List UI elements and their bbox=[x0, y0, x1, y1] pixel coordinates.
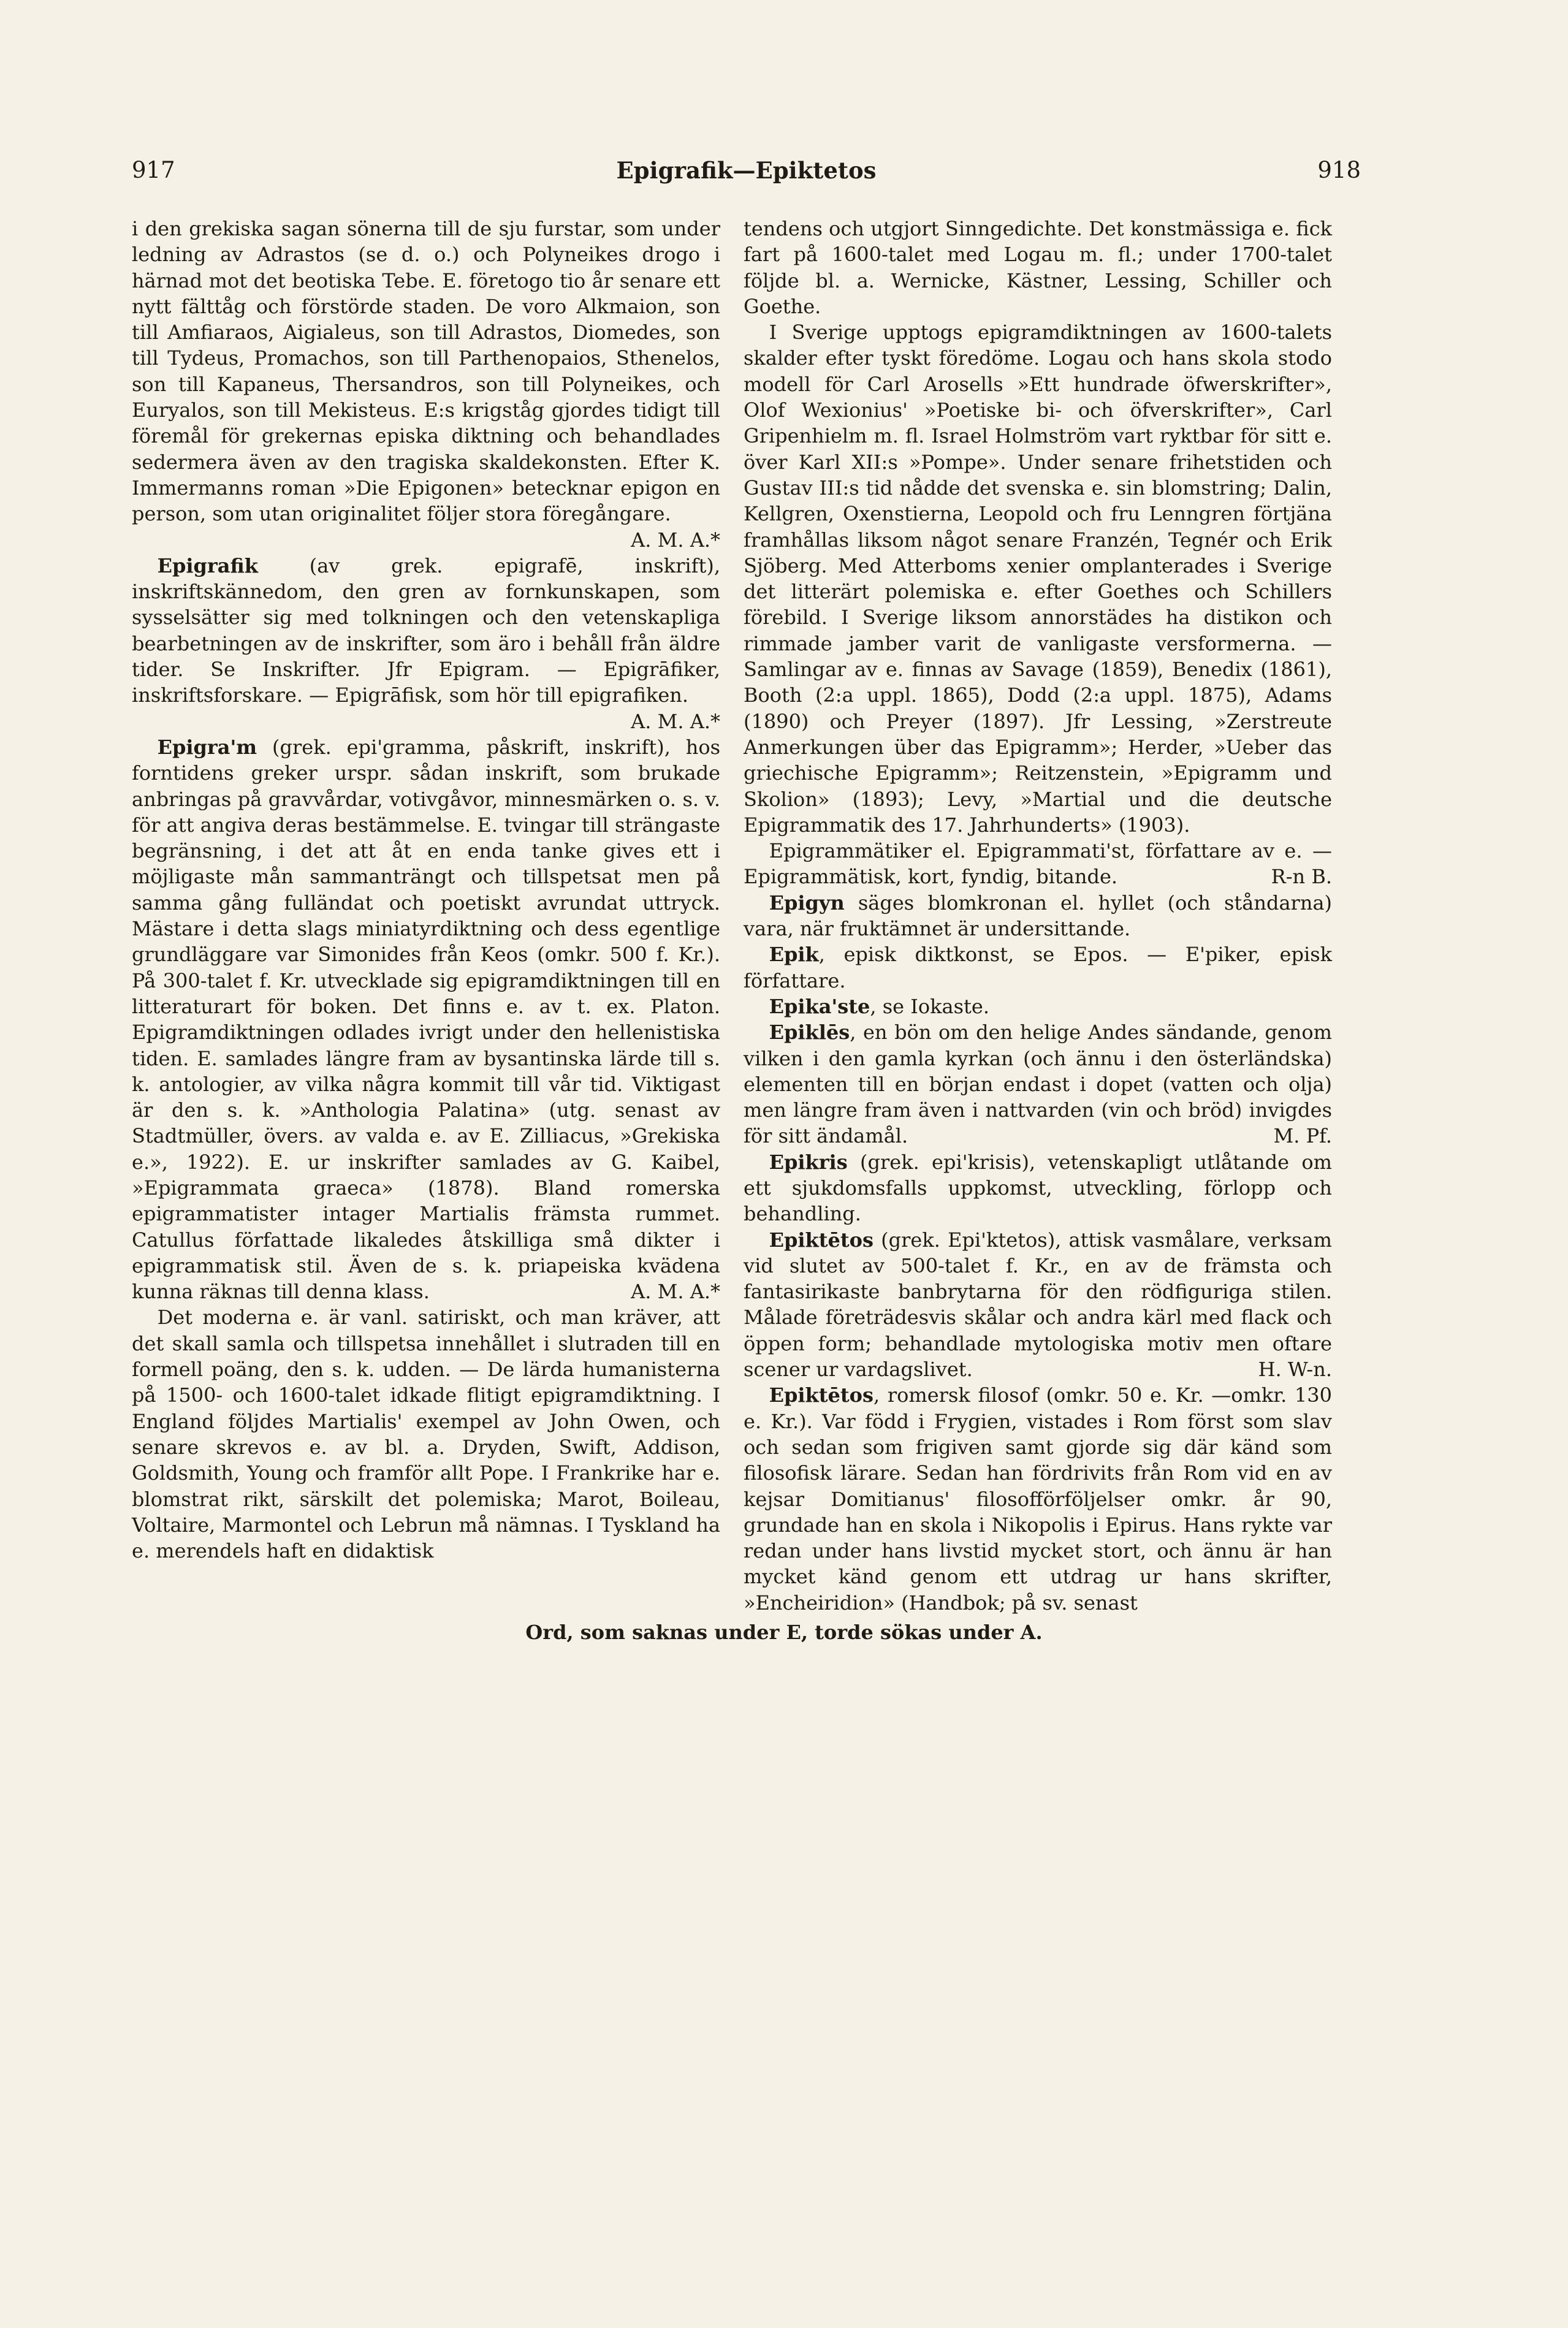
entry-paragraph bbox=[132, 216, 720, 552]
page-header bbox=[132, 157, 1361, 194]
entry-headword: Epiktētos bbox=[769, 1228, 873, 1252]
entry-headword: Epiklēs bbox=[769, 1021, 850, 1044]
entry-paragraph bbox=[744, 319, 1332, 838]
entry-text: , en bön om den helige Andes sändande, genom vilken i den gamla kyrkan (och ännu i den österländska) elementen till en början endast i dopet (vatten och olja) men längre fram även i nattvarden (vin och bröd) invigdes för sitt ändamål. bbox=[744, 1021, 1332, 1148]
entry-paragraph bbox=[132, 553, 720, 733]
entry-paragraph bbox=[132, 1304, 720, 1564]
entry-paragraph bbox=[744, 1149, 1332, 1227]
page-footer-note: Ord, som saknas under E, torde sökas under A. bbox=[525, 1621, 1043, 1644]
page-number-left: 917 bbox=[132, 157, 175, 183]
entry-text: (grek. epi'krisis), vetenskapligt utlåtande om ett sjukdomsfalls uppkomst, utveckling, förlopp och behandling. bbox=[744, 1150, 1332, 1226]
left-column bbox=[132, 216, 720, 1564]
page-number-right: 918 bbox=[1317, 157, 1361, 183]
author-signature: M. Pf. bbox=[1273, 1124, 1332, 1148]
author-signature: A. M. A.* bbox=[631, 1280, 720, 1304]
entry-text: Epigrammätiker el. Epigrammati'st, författare av e. — Epigrammätisk, kort, fyndig, bitande. bbox=[744, 839, 1332, 889]
author-signature: A. M. A.* bbox=[631, 709, 720, 733]
entry-text: , episk diktkonst, se Epos. — E'piker, episk författare. bbox=[744, 943, 1332, 992]
entry-headword: Epika'ste bbox=[769, 994, 870, 1018]
entry-text: I Sverige upptogs epigramdiktningen av 1600-talets skalder efter tyskt föredöme. Logau och hans skola stodo modell för Carl Arosells »Ett hundrade öfwerskrifter», Olof Wexionius' »Poetiske bi- och öfverskrifter», Carl Gripenhielm m. fl. Israel Holmström vart ryktbar för sitt e. över Karl XII:s »Pompe». Under senare frihetstiden och Gustav III:s tid nådde det svenska e. sin blomstring; Dalin, Kellgren, Oxenstierna, Leopold och fru Lenngren förtjäna framhållas liksom något senare Franzén, Tegnér och Erik Sjöberg. Med Atterboms xenier omplanterades i Sverige det litterärt polemiska e. efter Goethes och Schillers förebild. I Sverige liksom annorstädes ha distikon och rimmade jamber varit de vanligaste versformerna. — Samlingar av e. finnas av Savage (1859), Benedix (1861), Booth (2:a uppl. 1865), Dodd (2:a uppl. 1875), Adams (1890) och Preyer (1897). Jfr Lessing, »Zerstreute Anmerkungen über das Epigramm»; Herder, »Ueber das griechische Epigramm»; Reitzenstein, »Epigramm und Skolion» (1893); Levy, »Martial und die deutsche Epigrammatik des 17. Jahrhunderts» (1903). bbox=[744, 321, 1332, 837]
entry-paragraph bbox=[744, 838, 1332, 890]
entry-paragraph bbox=[744, 216, 1332, 319]
entry-paragraph bbox=[744, 890, 1332, 942]
entry-text: Det moderna e. är vanl. satiriskt, och man kräver, att det skall samla och tillspetsa innehållet i slutraden till en formell poäng, den s. k. udden. — De lärda humanisterna på 1500- och 1600-talet idkade flitigt epigramdiktning. I England följdes Martialis' exempel av John Owen, och senare skrevos e. av bl. a. Dryden, Swift, Addison, Goldsmith, Young och framför allt Pope. I Frankrike har e. blomstrat rikt, särskilt det polemiska; Marot, Boileau, Voltaire, Marmontel och Lebrun må nämnas. I Tyskland ha e. merendels haft en didaktisk bbox=[132, 1306, 720, 1563]
entry-paragraph bbox=[132, 734, 720, 1305]
entry-headword: Epiktētos bbox=[769, 1383, 873, 1407]
entry-headword: Epik bbox=[769, 943, 819, 967]
entry-paragraph bbox=[744, 941, 1332, 994]
entry-headword: Epigra'm bbox=[157, 735, 257, 759]
entry-text: (av grek. epigrafē, inskrift), inskriftskännedom, den gren av fornkunskapen, som sysselsätter sig med tolkningen och den vetenskapliga bearbetningen av de inskrifter, som äro i behåll från äldre tider. Se Inskrifter. Jfr Epigram. — Epigrāfiker, inskriftsforskare. — Epigrāfisk, som hör till epigrafiken. bbox=[132, 553, 720, 707]
entry-text: , romersk filosof (omkr. 50 e. Kr. —omkr. 130 e. Kr.). Var född i Frygien, vistades i Rom först som slav och sedan som frigiven samt gjorde sig där känd som filosofisk lärare. Sedan han fördrivits från Rom vid en av kejsar Domitianus' filosofförföljelser omkr. år 90, grundade han en skola i Nikopolis i Epirus. Hans rykte var redan under hans livstid mycket stort, och ännu är han mycket känd genom ett utdrag ur hans skrifter, »Encheiridion» (Handbok; på sv. senast bbox=[744, 1383, 1332, 1615]
entry-paragraph bbox=[744, 1019, 1332, 1149]
entry-headword: Epigyn bbox=[769, 891, 845, 915]
entry-paragraph bbox=[744, 1227, 1332, 1383]
entry-text: (grek. Epi'ktetos), attisk vasmålare, verksam vid slutet av 500-talet f. Kr., en av de främsta och fantasirikaste banbrytarna för den rödfiguriga stilen. Målade företrädesvis skålar och andra kärl med flack och öppen form; behandlade mytologiska motiv men oftare scener ur vardagslivet. bbox=[744, 1228, 1332, 1382]
entry-paragraph bbox=[744, 994, 1332, 1019]
running-title: Epigrafik—Epiktetos bbox=[616, 157, 877, 184]
entry-headword: Epigrafik bbox=[157, 553, 258, 577]
author-signature: H. W-n. bbox=[1258, 1358, 1332, 1382]
author-signature: A. M. A.* bbox=[631, 528, 720, 552]
right-column bbox=[744, 216, 1332, 1616]
entry-paragraph bbox=[744, 1382, 1332, 1616]
entry-text: (grek. epi'gramma, påskrift, inskrift), hos forntidens greker urspr. sådan inskrift, som brukade anbringas på gravvårdar, votivgåvor, minnesmärken o. s. v. för att angiva deras bestämmelse. E. tvingar till strängaste begränsning, i det att åt en enda tanke gives ett i möjligaste mån sammanträngt och tillspetsat men på samma gång fulländat och poetiskt avrundat uttryck. Mästare i detta slags miniatyrdiktning och dess egentlige grundläggare var Simonides från Keos (omkr. 500 f. Kr.). På 300-talet f. Kr. utvecklade sig epigramdiktningen till en litteraturart för boken. Det finns e. av t. ex. Platon. Epigramdiktningen odlades ivrigt under den hellenistiska tiden. E. samlades längre fram av bysantinska lärde till s. k. antologier, av vilka några kommit till vår tid. Viktigast är den s. k. »Anthologia Palatina» (utg. senast av Stadtmüller, övers. av valda e. av E. Zilliacus, »Grekiska e.», 1922). E. ur inskrifter samlades av G. Kaibel, »Epigrammata graeca» (1878). Bland romerska epigrammatister intager Martialis främsta rummet. Catullus författade likaledes åtskilliga små dikter i epigrammatisk stil. Även de s. k. priapeiska kvädena kunna räknas till denna klass. bbox=[132, 735, 720, 1304]
entry-text: säges blomkronan el. hyllet (och ståndarna) vara, när fruktämnet är undersittande. bbox=[744, 891, 1332, 941]
author-signature: R-n B. bbox=[1271, 865, 1332, 889]
entry-text: tendens och utgjort Sinngedichte. Det konstmässiga e. fick fart på 1600-talet med Logau m. fl.; under 1700-talet följde bl. a. Wernicke, Kästner, Lessing, Schiller och Goethe. bbox=[744, 217, 1332, 318]
entry-text: , se Iokaste. bbox=[870, 994, 990, 1018]
entry-text: i den grekiska sagan sönerna till de sju furstar, som under ledning av Adrastos (se d. o.) och Polyneikes drogo i härnad mot det beotiska Tebe. E. företogo tio år senare ett nytt fälttåg och förstörde staden. De voro Alkmaion, son till Amfiaraos, Aigialeus, son till Adrastos, Diomedes, son till Tydeus, Promachos, son till Parthenopaios, Sthenelos, son till Kapaneus, Thersandros, son till Polyneikes, och Euryalos, son till Mekisteus. E:s krigståg gjordes tidigt till föremål för grekernas episka diktning och behandlades sedermera även av den tragiska skaldekonsten. Efter K. Immermanns roman »Die Epigonen» betecknar epigon en person, som utan originalitet följer stora föregångare. bbox=[132, 217, 720, 526]
entry-headword: Epikris bbox=[769, 1150, 848, 1174]
